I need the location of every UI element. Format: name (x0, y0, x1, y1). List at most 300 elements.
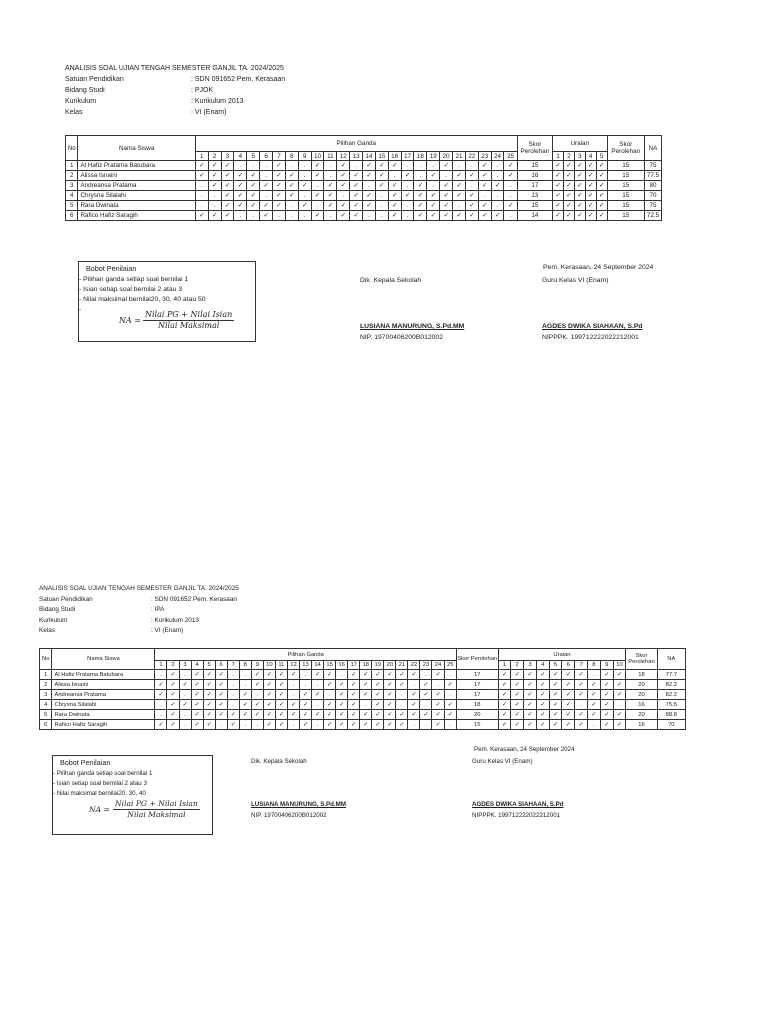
skor-uraian: 20 (626, 690, 657, 700)
pg-mark: . (260, 171, 273, 181)
uraian-mark: ✓ (536, 680, 549, 690)
label-satuan: Satuan Pendidikan (65, 76, 124, 83)
row-number: 6 (66, 211, 78, 221)
uraian-mark: ✓ (524, 700, 537, 710)
pg-mark: ✓ (453, 181, 466, 191)
pg-mark: ✓ (401, 191, 414, 201)
value-bidang: : IPA (151, 606, 165, 613)
pg-mark: . (465, 161, 478, 171)
uraian-mark: ✓ (574, 211, 585, 221)
skor-uraian: 16 (626, 720, 657, 730)
uraian-mark: ✓ (587, 680, 600, 690)
pg-mark: ✓ (388, 161, 401, 171)
pg-mark: ✓ (432, 710, 444, 720)
pg-mark: . (312, 680, 324, 690)
uraian-mark: ✓ (574, 201, 585, 211)
header-row (40, 649, 686, 661)
pg-mark: ✓ (273, 161, 286, 171)
pg-mark: . (298, 211, 311, 221)
table-row (40, 690, 686, 700)
uraian-mark: ✓ (549, 690, 562, 700)
pg-number: 18 (360, 661, 372, 670)
pg-mark: ✓ (273, 201, 286, 211)
pg-number: 8 (239, 661, 251, 670)
student-name: Rara Dwinata (52, 710, 155, 720)
pg-mark: ✓ (251, 710, 263, 720)
label-kurikulum: Kurikulum (39, 616, 68, 624)
uraian-number: 6 (562, 661, 575, 670)
table-row (40, 670, 686, 680)
bobot-item: - Isian setiap soal bernilai 2 atau 3 (79, 286, 183, 293)
bobot-item: - Nilai maksimal bernilai20, 30, 40 (53, 790, 146, 797)
col-na: NA (644, 136, 661, 161)
uraian-mark: ✓ (596, 161, 607, 171)
uraian-mark: ✓ (600, 680, 613, 690)
pg-mark: . (420, 720, 432, 730)
pg-mark: ✓ (275, 720, 287, 730)
uraian-mark: ✓ (596, 171, 607, 181)
document-title: ANALISIS SOAL UJIAN TENGAH SEMESTER GANJIL TA. 2024/2025 (39, 585, 239, 592)
pg-mark: . (234, 161, 247, 171)
pg-mark: . (155, 670, 167, 680)
pg-mark: ✓ (275, 680, 287, 690)
student-name: Rara Dwinata (78, 201, 195, 211)
pg-mark: ✓ (247, 191, 260, 201)
uraian-mark: ✓ (613, 680, 626, 690)
skor-uraian: 20 (626, 710, 657, 720)
pg-mark: ✓ (155, 720, 167, 730)
pg-mark: ✓ (401, 171, 414, 181)
uraian-number: 3 (574, 152, 585, 161)
pg-mark: . (155, 710, 167, 720)
pg-mark: . (324, 690, 336, 700)
uraian-mark: ✓ (536, 670, 549, 680)
student-name: Andreansa Pratama (78, 181, 195, 191)
student-name: Rafico Hafiz Saragih (52, 720, 155, 730)
uraian-mark: ✓ (498, 720, 511, 730)
uraian-number: 5 (596, 152, 607, 161)
pg-mark: ✓ (203, 720, 215, 730)
pg-number: 10 (311, 152, 324, 161)
pg-mark: . (324, 161, 337, 171)
pg-number: 23 (478, 152, 491, 161)
pg-mark: ✓ (312, 710, 324, 720)
pg-mark: . (312, 700, 324, 710)
student-name: Alissa Isnaini (78, 171, 195, 181)
skor-uraian: 15 (607, 201, 644, 211)
skor-pg: 18 (456, 700, 498, 710)
pg-mark: ✓ (478, 171, 491, 181)
pg-mark: . (444, 670, 456, 680)
pg-mark: ✓ (179, 680, 191, 690)
pg-mark: ✓ (372, 680, 384, 690)
place-date: Pem. Kerasaan, 24 September 2024 (543, 264, 654, 271)
pg-mark: ✓ (285, 191, 298, 201)
pg-mark: . (396, 700, 408, 710)
pg-number: 17 (348, 661, 360, 670)
pg-mark: ✓ (491, 181, 504, 191)
pg-mark: . (195, 181, 208, 191)
left-signer-id: NIP. 19700406200B012002 (360, 334, 444, 341)
student-name: Al Hafiz Pratama Batubara (78, 161, 195, 171)
pg-mark: . (287, 690, 299, 700)
uraian-mark: ✓ (575, 720, 588, 730)
pg-mark: . (375, 211, 388, 221)
pg-mark: ✓ (372, 700, 384, 710)
pg-mark: ✓ (372, 720, 384, 730)
uraian-mark: ✓ (574, 161, 585, 171)
pg-mark: . (420, 700, 432, 710)
skor-pg: 15 (517, 201, 552, 211)
pg-mark: ✓ (191, 720, 203, 730)
pg-mark: ✓ (263, 690, 275, 700)
pg-mark: . (388, 171, 401, 181)
uraian-mark: . (613, 700, 626, 710)
skor-uraian: 16 (626, 700, 657, 710)
pg-mark: ✓ (396, 720, 408, 730)
pg-mark: ✓ (491, 211, 504, 221)
pg-mark: ✓ (215, 710, 227, 720)
pg-mark: . (360, 700, 372, 710)
uraian-mark: ✓ (575, 690, 588, 700)
pg-mark: ✓ (191, 710, 203, 720)
col-no: No (66, 136, 78, 161)
pg-mark: ✓ (504, 201, 517, 211)
pg-mark: ✓ (408, 670, 420, 680)
value-kelas: : VI (Enam) (151, 627, 184, 634)
pg-mark: . (444, 690, 456, 700)
right-role: Guru Kelas VI (Enam) (542, 277, 609, 284)
pg-mark: . (195, 201, 208, 211)
uraian-number: 8 (587, 661, 600, 670)
na-value: 75.5 (657, 700, 685, 710)
pg-mark: ✓ (396, 680, 408, 690)
left-role: Dik. Kepala Sekolah (360, 277, 422, 284)
pg-mark: ✓ (215, 700, 227, 710)
pg-mark: ✓ (273, 191, 286, 201)
pg-mark: ✓ (195, 211, 208, 221)
uraian-mark: ✓ (549, 710, 562, 720)
uraian-number: 4 (536, 661, 549, 670)
pg-mark: ✓ (350, 191, 363, 201)
bobot-item: - Pilihan ganda setiap soal bernilai 1 (79, 276, 189, 283)
pg-mark: . (179, 670, 191, 680)
pg-mark: . (285, 211, 298, 221)
pg-mark: . (491, 161, 504, 171)
pg-mark: . (491, 201, 504, 211)
label-bidang: Bidang Studi (65, 87, 105, 94)
pg-mark: ✓ (287, 700, 299, 710)
pg-mark: . (504, 181, 517, 191)
pg-mark: ✓ (504, 171, 517, 181)
pg-mark: ✓ (260, 211, 273, 221)
pg-mark: . (239, 720, 251, 730)
table-row (40, 710, 686, 720)
pg-mark: ✓ (203, 690, 215, 700)
pg-number: 15 (375, 152, 388, 161)
uraian-mark: ✓ (587, 710, 600, 720)
pg-mark: ✓ (203, 670, 215, 680)
uraian-mark: ✓ (511, 690, 524, 700)
pg-mark: ✓ (251, 700, 263, 710)
bobot-item: - Isian setiap soal bernilai 2 atau 3 (53, 780, 147, 787)
pg-mark: ✓ (215, 690, 227, 700)
left-signer-id: NIP. 19700406200B012002 (251, 812, 327, 819)
uraian-mark: ✓ (585, 171, 596, 181)
na-formula (89, 799, 219, 825)
document-title: ANALISIS SOAL UJIAN TENGAH SEMESTER GANJIL TA. 2024/2025 (65, 65, 284, 72)
pg-mark: ✓ (239, 700, 251, 710)
pg-mark: ✓ (263, 680, 275, 690)
pg-number: 3 (221, 152, 234, 161)
pg-mark: ✓ (478, 211, 491, 221)
pg-mark: ✓ (275, 700, 287, 710)
pg-mark: . (453, 201, 466, 211)
col-skor-pg: Skor Perolehan (456, 649, 498, 670)
pg-mark: ✓ (275, 670, 287, 680)
pg-mark: . (155, 700, 167, 710)
skor-uraian: 15 (607, 191, 644, 201)
skor-pg: 15 (517, 161, 552, 171)
pg-mark: ✓ (273, 181, 286, 191)
pg-mark: . (298, 191, 311, 201)
pg-mark: ✓ (408, 710, 420, 720)
pg-mark: ✓ (324, 201, 337, 211)
pg-mark: . (363, 181, 376, 191)
col-name: Nama Siswa (78, 136, 195, 161)
pg-number: 11 (324, 152, 337, 161)
pg-mark: ✓ (337, 161, 350, 171)
pg-mark: . (427, 181, 440, 191)
formula-denominator: Nilai Maksimal (127, 810, 186, 819)
uraian-mark: ✓ (536, 710, 549, 720)
uraian-mark: ✓ (585, 161, 596, 171)
pg-mark: ✓ (234, 201, 247, 211)
uraian-mark: ✓ (553, 161, 564, 171)
pg-number: 1 (155, 661, 167, 670)
pg-mark: ✓ (221, 171, 234, 181)
pg-mark: ✓ (208, 161, 221, 171)
pg-mark: ✓ (275, 710, 287, 720)
uraian-mark: ✓ (562, 720, 575, 730)
col-na: NA (657, 649, 685, 670)
pg-mark: ✓ (440, 181, 453, 191)
pg-number: 6 (260, 152, 273, 161)
value-kelas: : VI (Enam) (191, 109, 227, 116)
pg-mark: ✓ (388, 201, 401, 211)
pg-mark: ✓ (363, 201, 376, 211)
skor-pg: 17 (517, 181, 552, 191)
uraian-mark: ✓ (613, 710, 626, 720)
pg-mark: ✓ (420, 680, 432, 690)
pg-mark: . (195, 191, 208, 201)
uraian-number: 5 (549, 661, 562, 670)
pg-mark: ✓ (396, 710, 408, 720)
pg-mark: . (432, 680, 444, 690)
uraian-number: 3 (524, 661, 537, 670)
pg-number: 20 (440, 152, 453, 161)
row-number: 1 (40, 670, 52, 680)
skor-uraian: 20 (626, 680, 657, 690)
right-signer-name: AGDES DWIKA SIAHAAN, S.Pd (542, 323, 643, 330)
pg-mark: . (444, 720, 456, 730)
pg-mark: ✓ (203, 700, 215, 710)
pg-mark: ✓ (167, 710, 179, 720)
pg-number: 7 (227, 661, 239, 670)
pg-number: 5 (203, 661, 215, 670)
uraian-mark: ✓ (585, 201, 596, 211)
skor-uraian: 15 (607, 171, 644, 181)
na-value: 75 (644, 161, 661, 171)
uraian-mark: ✓ (524, 680, 537, 690)
pg-mark: ✓ (363, 171, 376, 181)
uraian-mark: ✓ (549, 720, 562, 730)
pg-mark: ✓ (444, 700, 456, 710)
row-number: 2 (40, 680, 52, 690)
pg-mark: . (375, 191, 388, 201)
pg-mark: . (453, 161, 466, 171)
pg-number: 12 (337, 152, 350, 161)
row-number: 3 (40, 690, 52, 700)
pg-mark: ✓ (375, 161, 388, 171)
pg-mark: . (285, 161, 298, 171)
pg-mark: ✓ (336, 680, 348, 690)
pg-mark: . (227, 670, 239, 680)
uraian-mark: ✓ (587, 690, 600, 700)
row-number: 5 (40, 710, 52, 720)
pg-mark: ✓ (195, 161, 208, 171)
left-role: Dik. Kepala Sekolah (251, 758, 307, 765)
pg-mark: ✓ (221, 161, 234, 171)
table-row (40, 720, 686, 730)
pg-mark: ✓ (239, 710, 251, 720)
pg-mark: . (298, 171, 311, 181)
pg-mark: ✓ (384, 720, 396, 730)
pg-mark: . (311, 201, 324, 211)
pg-mark: ✓ (384, 710, 396, 720)
pg-mark: ✓ (263, 700, 275, 710)
uraian-mark: ✓ (613, 690, 626, 700)
pg-mark: ✓ (408, 700, 420, 710)
uraian-mark: ✓ (553, 191, 564, 201)
pg-mark: ✓ (337, 211, 350, 221)
pg-mark: ✓ (440, 211, 453, 221)
uraian-mark: ✓ (585, 191, 596, 201)
pg-mark: . (401, 201, 414, 211)
pg-number: 2 (167, 661, 179, 670)
pg-mark: ✓ (414, 191, 427, 201)
student-name: Andreansa Pratama (52, 690, 155, 700)
pg-mark: ✓ (324, 710, 336, 720)
uraian-mark: ✓ (600, 710, 613, 720)
na-value: 70 (644, 191, 661, 201)
pg-mark: . (179, 720, 191, 730)
pg-mark: . (504, 211, 517, 221)
pg-mark: ✓ (388, 181, 401, 191)
uraian-mark: ✓ (596, 201, 607, 211)
pg-mark: . (273, 211, 286, 221)
pg-mark: . (465, 181, 478, 191)
pg-mark: . (227, 680, 239, 690)
uraian-number: 9 (600, 661, 613, 670)
pg-mark: ✓ (360, 670, 372, 680)
pg-mark: ✓ (234, 181, 247, 191)
uraian-mark: ✓ (574, 171, 585, 181)
na-value: 77.7 (657, 670, 685, 680)
pg-mark: ✓ (239, 690, 251, 700)
uraian-mark: ✓ (553, 211, 564, 221)
pg-mark: . (350, 161, 363, 171)
uraian-mark: ✓ (563, 211, 574, 221)
pg-mark: . (287, 680, 299, 690)
formula-lhs: NA = (89, 805, 110, 814)
bobot-item: - (79, 306, 82, 313)
pg-mark: . (260, 191, 273, 201)
pg-mark: . (298, 161, 311, 171)
pg-mark: ✓ (350, 201, 363, 211)
uraian-mark: ✓ (511, 720, 524, 730)
pg-mark: ✓ (360, 720, 372, 730)
col-skor-uraian: Skor Perolehan (607, 136, 644, 161)
pg-number: 6 (215, 661, 227, 670)
pg-number: 23 (420, 661, 432, 670)
pg-mark: . (239, 680, 251, 690)
na-value: 80 (644, 181, 661, 191)
uraian-mark: ✓ (575, 680, 588, 690)
row-number: 1 (66, 161, 78, 171)
skor-pg: 14 (517, 211, 552, 221)
uraian-mark: ✓ (498, 680, 511, 690)
pg-mark: ✓ (414, 201, 427, 211)
pg-mark: ✓ (251, 670, 263, 680)
pg-mark: ✓ (299, 690, 311, 700)
pg-mark: ✓ (227, 720, 239, 730)
pg-mark: ✓ (336, 720, 348, 730)
uraian-mark: ✓ (600, 700, 613, 710)
pg-mark: ✓ (375, 181, 388, 191)
pg-mark: . (420, 670, 432, 680)
pg-mark: ✓ (191, 700, 203, 710)
uraian-mark: ✓ (563, 191, 574, 201)
pg-mark: . (179, 710, 191, 720)
uraian-number: 2 (563, 152, 574, 161)
pg-mark: ✓ (287, 670, 299, 680)
pg-mark: ✓ (221, 191, 234, 201)
pg-mark: ✓ (208, 211, 221, 221)
na-value: 77.5 (644, 171, 661, 181)
pg-mark: ✓ (432, 690, 444, 700)
uraian-mark: ✓ (553, 171, 564, 181)
uraian-mark: ✓ (549, 670, 562, 680)
pg-number: 22 (408, 661, 420, 670)
col-name: Nama Siswa (52, 649, 155, 670)
uraian-number: 2 (511, 661, 524, 670)
pg-mark: . (491, 191, 504, 201)
pg-number: 7 (273, 152, 286, 161)
pg-mark: . (247, 211, 260, 221)
pg-mark: ✓ (427, 171, 440, 181)
pg-mark: ✓ (299, 720, 311, 730)
uraian-mark: ✓ (549, 680, 562, 690)
uraian-mark: . (587, 720, 600, 730)
pg-mark: ✓ (311, 191, 324, 201)
pg-mark: ✓ (324, 680, 336, 690)
pg-mark: . (215, 720, 227, 730)
pg-mark: ✓ (372, 710, 384, 720)
uraian-mark: ✓ (596, 191, 607, 201)
pg-mark: ✓ (440, 161, 453, 171)
pg-mark: . (440, 171, 453, 181)
